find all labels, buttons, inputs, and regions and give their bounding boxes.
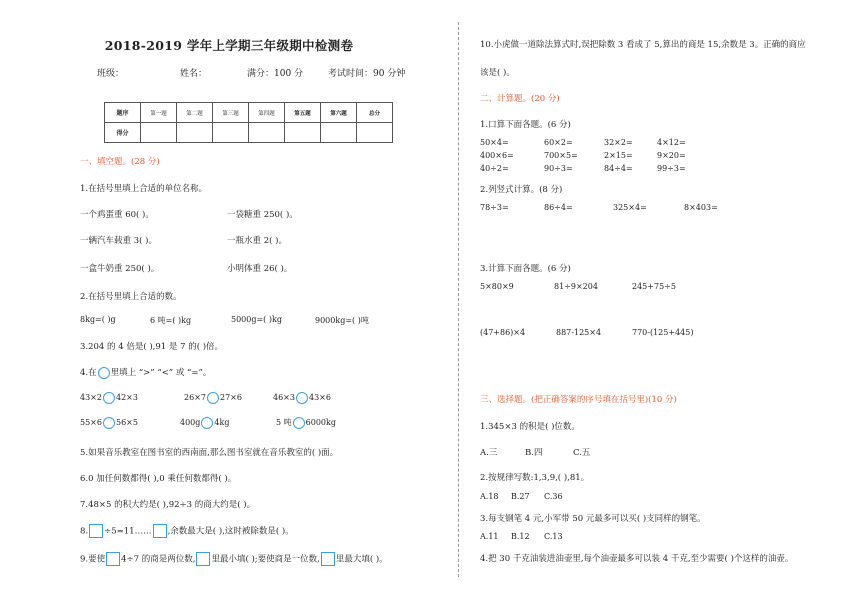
score-table-header: 第二题: [177, 103, 213, 123]
choice-option: B.12: [511, 532, 530, 541]
question-1-item: 小明体重 26( )。: [227, 264, 293, 274]
question-4-suffix: 里填上 “>” “<” 或 “=”。: [110, 368, 212, 378]
calc-1: 1.口算下面各题。(6 分): [480, 120, 571, 130]
question-10: 10.小虎做一道除法算式时,误把除数 3 看成了 5,算出的商是 15,余数是 3。正确的商应: [480, 40, 806, 50]
question-2: 2.在括号里填上合适的数。: [80, 292, 182, 302]
score-cell: [357, 123, 393, 143]
choice-option: C.五: [573, 448, 591, 458]
vertical-calc: 8×403=: [684, 203, 718, 212]
question-1-item: 一辆汽车载重 3( )。: [80, 236, 157, 246]
mental-calc: 40÷2=: [480, 164, 509, 173]
compare-item: 46×3 43×6: [273, 393, 331, 402]
expression: 770-(125+445): [632, 328, 694, 337]
compare-circle-icon[interactable]: [103, 392, 115, 404]
choice-option: A.11: [480, 532, 499, 541]
score-table-row-label: 题序: [105, 103, 141, 123]
score-table-header: 第四题: [249, 103, 285, 123]
score-cell: [285, 123, 321, 143]
score-table: [104, 102, 393, 143]
blank-square-icon[interactable]: [89, 524, 103, 538]
question-1-item: 一盒牛奶重 250( )。: [80, 264, 160, 274]
score-cell: [141, 123, 177, 143]
choice-option: A.三: [480, 448, 498, 458]
score-table-row-label: 得分: [105, 123, 141, 143]
score-cell: [213, 123, 249, 143]
question-1: 1.在括号里填上合适的单位名称。: [80, 184, 208, 194]
vertical-calc: 325×4=: [613, 203, 647, 212]
choice-option: A.18: [480, 492, 499, 501]
blank-square-icon[interactable]: [153, 524, 167, 538]
mental-calc: 84÷4=: [604, 164, 633, 173]
mental-calc: 700×5=: [544, 151, 578, 160]
question-8: 8. ÷5=11…… ,余数最大是( ),这时被除数是( )。: [80, 524, 294, 538]
expression: 887-125×4: [556, 328, 602, 337]
compare-item: 400g 4kg: [180, 418, 230, 427]
section-heading-choice: 三、选择题。(把正确答案的序号填在括号里)(10 分): [480, 395, 677, 405]
question-2-item: 6 吨=( )kg: [150, 316, 192, 325]
compare-item: 26×7 27×6: [184, 393, 242, 402]
mental-calc: 4×12=: [657, 138, 686, 147]
full-score-label: 满分：100 分: [247, 69, 304, 79]
question-7: 7.48×5 的积大约是( ),92÷3 的商大约是( )。: [80, 500, 256, 510]
choice-1: 1.345×3 的积是( )位数。: [480, 422, 580, 432]
question-1-item: 一瓶水重 2( )。: [227, 236, 287, 246]
calc-2: 2.列竖式计算。(8 分): [480, 185, 563, 195]
question-9: 9.要使 4÷7 的商是两位数, 里最小填( );要使商是一位数, 里最大填( )。: [80, 552, 388, 566]
question-6: 6.0 加任何数都得( ),0 乘任何数都得( )。: [80, 474, 237, 484]
page-divider: [458, 22, 459, 577]
compare-circle-icon[interactable]: [207, 392, 219, 404]
name-label: 姓名：: [180, 69, 208, 79]
question-2-item: 9000kg=( )吨: [315, 316, 369, 325]
blank-square-icon[interactable]: [321, 552, 335, 566]
score-table-header: 第三题: [213, 103, 249, 123]
choice-option: C.36: [544, 492, 563, 501]
score-cell: [321, 123, 357, 143]
mental-calc: 99÷3=: [657, 164, 686, 173]
choice-option: C.13: [544, 532, 563, 541]
question-3: 3.204 的 4 倍是( ),91 是 7 的( )倍。: [80, 342, 224, 352]
compare-circle-icon: [98, 367, 110, 379]
compare-circle-icon[interactable]: [103, 417, 115, 429]
expression: (47+86)×4: [480, 328, 526, 337]
mental-calc: 60×2=: [544, 138, 573, 147]
question-10-cont: 该是( )。: [480, 68, 515, 78]
choice-option: B.27: [511, 492, 530, 501]
question-2-item: 8kg=( )g: [80, 315, 116, 324]
section-heading-fill: 一、填空题。(28 分): [80, 157, 160, 167]
compare-item: 43×2 42×3: [80, 393, 138, 402]
question-4: [80, 366, 211, 379]
vertical-calc: 78÷3=: [480, 203, 509, 212]
mental-calc: 50×4=: [480, 138, 509, 147]
question-4-prefix: 4.在: [80, 368, 97, 378]
question-5: 5.如果音乐教室在图书室的西南面,那么图书室就在音乐教室的( )面。: [80, 448, 339, 458]
class-label: 班级：: [97, 69, 125, 79]
mental-calc: 400×6=: [480, 151, 514, 160]
mental-calc: 32×2=: [604, 138, 633, 147]
mental-calc: 9×20=: [657, 151, 686, 160]
calc-3: 3.计算下面各题。(6 分): [480, 264, 571, 274]
expression: 245+75÷5: [632, 282, 676, 291]
time-label: 考试时间：90 分钟: [328, 69, 406, 79]
compare-item: 5 吨 6000kg: [276, 418, 336, 427]
expression: 5×80×9: [480, 282, 514, 291]
question-2-item: 5000g=( )kg: [231, 315, 282, 324]
mental-calc: 2×15=: [604, 151, 633, 160]
blank-square-icon[interactable]: [106, 552, 120, 566]
choice-4: 4.把 30 千克油装进油壶里,每个油壶最多可以装 4 千克,至少需要( )个这样的油壶。: [480, 554, 794, 564]
compare-circle-icon[interactable]: [296, 392, 308, 404]
score-cell: [249, 123, 285, 143]
choice-2: 2.按规律写数:1,3,9,( ),81。: [480, 473, 590, 483]
expression: 81÷9×204: [554, 282, 598, 291]
score-table-header: 第六题: [321, 103, 357, 123]
mental-calc: 90÷3=: [544, 164, 573, 173]
choice-3: 3.每支钢笔 4 元,小军带 50 元最多可以买( )支同样的钢笔。: [480, 514, 706, 524]
question-1-item: 一袋糖重 250( )。: [227, 210, 298, 220]
score-table-header: 第五题: [285, 103, 321, 123]
score-table-header: 第一题: [141, 103, 177, 123]
compare-item: 55×6 56×5: [80, 418, 138, 427]
compare-circle-icon[interactable]: [293, 417, 305, 429]
score-table-header: 总分: [357, 103, 393, 123]
choice-option: B.四: [525, 448, 543, 458]
page-title: 2018-2019 学年上学期三年级期中检测卷: [104, 38, 354, 53]
vertical-calc: 86÷4=: [544, 203, 573, 212]
score-cell: [177, 123, 213, 143]
compare-circle-icon[interactable]: [201, 417, 213, 429]
question-1-item: 一个鸡蛋重 60( )。: [80, 210, 154, 220]
blank-square-icon[interactable]: [196, 552, 210, 566]
section-heading-calc: 二、计算题。(20 分): [480, 94, 560, 104]
